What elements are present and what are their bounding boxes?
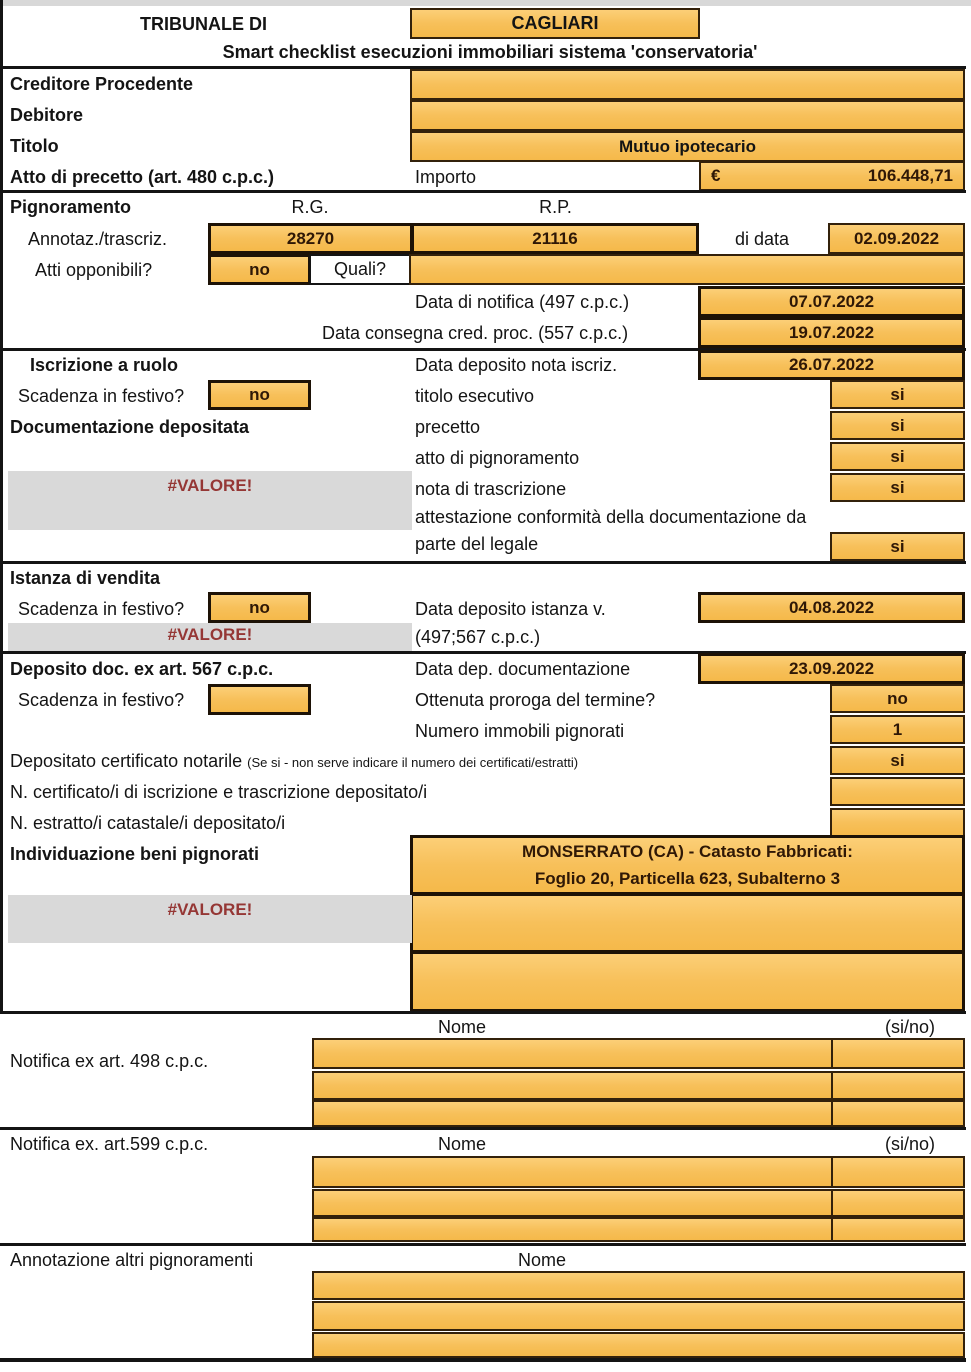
deposito567-label: Deposito doc. ex art. 567 c.p.c.	[10, 659, 274, 679]
quali-input-cell[interactable]	[409, 254, 965, 285]
doc-item-value-3[interactable]: si	[830, 473, 965, 502]
data-consegna-label: Data consegna cred. proc. (557 c.p.c.)	[322, 323, 629, 343]
doc-item-label-1: precetto	[415, 417, 481, 437]
proroga-value-cell[interactable]: no	[830, 684, 965, 713]
certificato-notarile-text: Depositato certificato notarile	[10, 751, 243, 771]
error-cell-documentazione	[8, 471, 412, 530]
dep-doc-data-label: Data dep. documentazione	[415, 659, 631, 679]
scadenza-festivo-label-2: Scadenza in festivo?	[18, 599, 185, 619]
certificato-notarile-value-cell[interactable]: si	[830, 746, 965, 775]
doc-item-value-1[interactable]: si	[830, 411, 965, 440]
certificato-notarile-note: (Se si - non serve indicare il numero dei certificati/estratti)	[247, 755, 579, 770]
notifica498-sino-cell-2[interactable]	[831, 1071, 965, 1100]
annotazione-cell-3[interactable]	[312, 1332, 965, 1358]
data-notifica-value-cell[interactable]: 07.07.2022	[698, 286, 965, 317]
atti-opponibili-value-cell[interactable]: no	[208, 254, 311, 285]
rg-header: R.G.	[291, 197, 329, 217]
annotazione-label: Annotazione altri pignoramenti	[10, 1250, 254, 1270]
section-divider	[0, 1243, 966, 1246]
error-text: #VALORE!	[167, 900, 253, 919]
doc-item-label-0: titolo esecutivo	[415, 386, 535, 406]
notifica498-sino-header: (si/no)	[884, 1017, 935, 1037]
beni-value-cell[interactable]	[410, 835, 965, 895]
notifica599-nome-cell-2[interactable]	[312, 1189, 833, 1217]
page-title: Smart checklist esecuzioni immobiliari sistema 'conservatoria'	[222, 42, 758, 62]
documentazione-label: Documentazione depositata	[10, 417, 250, 437]
notifica498-nome-cell-1[interactable]	[312, 1038, 833, 1069]
annotaz-label: Annotaz./trascriz.	[28, 229, 168, 249]
notifica498-sino-cell-1[interactable]	[831, 1038, 965, 1069]
left-border-line	[0, 0, 3, 1012]
creditore-label: Creditore Procedente	[10, 74, 194, 94]
notifica599-sino-cell-3[interactable]	[831, 1217, 965, 1242]
n-estratto-value-cell[interactable]	[830, 808, 965, 837]
doc-item-label-3: nota di trascrizione	[415, 479, 567, 499]
error-text: #VALORE!	[167, 476, 253, 495]
beni-input-cell-3[interactable]	[410, 951, 965, 1012]
deposito-nota-value-cell[interactable]: 26.07.2022	[698, 350, 965, 380]
notifica498-nome-cell-3[interactable]	[312, 1100, 833, 1127]
doc-item-label-2: atto di pignoramento	[415, 448, 580, 468]
rp-header: R.P.	[539, 197, 572, 217]
precetto-label: Atto di precetto (art. 480 c.p.c.)	[10, 167, 275, 187]
annotazione-nome-header: Nome	[517, 1250, 566, 1270]
di-data-value-cell[interactable]: 02.09.2022	[828, 223, 965, 254]
doc-item-value-4[interactable]: si	[830, 532, 965, 561]
doc-item-label-4b: parte del legale	[415, 534, 539, 554]
numero-immobili-label: Numero immobili pignorati	[415, 721, 625, 741]
scan-top-edge	[0, 0, 971, 6]
di-data-label: di data	[735, 229, 790, 249]
istanza-data-label-2: (497;567 c.p.c.)	[415, 627, 541, 647]
annotazione-cell-2[interactable]	[312, 1301, 965, 1331]
n-certificato-label: N. certificato/i di iscrizione e trascrizione depositato/i	[10, 782, 428, 802]
istanza-label: Istanza di vendita	[10, 568, 161, 588]
error-cell-istanza	[8, 623, 412, 651]
notifica498-nome-header: Nome	[437, 1017, 486, 1037]
n-estratto-label: N. estratto/i catastale/i depositato/i	[10, 813, 286, 833]
iscrizione-label: Iscrizione a ruolo	[30, 355, 179, 375]
court-cell[interactable]: CAGLIARI	[410, 8, 700, 39]
error-cell-beni	[8, 895, 412, 943]
notifica498-nome-cell-2[interactable]	[312, 1071, 833, 1100]
scadenza-festivo-value-3[interactable]	[208, 684, 311, 715]
data-notifica-label: Data di notifica (497 c.p.c.)	[415, 292, 630, 312]
tribunale-label: TRIBUNALE DI	[140, 14, 267, 34]
atti-opponibili-label: Atti opponibili?	[35, 260, 153, 280]
beni-value-line1: MONSERRATO (CA) - Catasto Fabbricati:	[522, 841, 853, 861]
rp-value-cell[interactable]: 21116	[411, 223, 699, 254]
notifica498-sino-cell-3[interactable]	[831, 1100, 965, 1127]
importo-label: Importo	[415, 167, 477, 187]
notifica599-nome-header: Nome	[437, 1134, 486, 1154]
doc-item-label-4: attestazione conformità della documentazione da	[415, 507, 807, 527]
quali-label-cell: Quali?	[309, 254, 411, 285]
notifica599-sino-header: (si/no)	[884, 1134, 935, 1154]
notifica498-label: Notifica ex art. 498 c.p.c.	[10, 1051, 209, 1071]
currency-symbol: €	[711, 166, 721, 185]
beni-input-cell-2[interactable]	[410, 893, 965, 953]
notifica599-nome-cell-1[interactable]	[312, 1156, 833, 1188]
data-consegna-value-cell[interactable]: 19.07.2022	[698, 317, 965, 348]
istanza-data-value-cell[interactable]: 04.08.2022	[698, 592, 965, 623]
beni-label: Individuazione beni pignorati	[10, 844, 260, 864]
section-divider	[0, 561, 966, 564]
importo-value-cell[interactable]	[699, 161, 965, 191]
dep-doc-data-value-cell[interactable]: 23.09.2022	[698, 653, 965, 684]
rg-value-cell[interactable]: 28270	[208, 223, 413, 254]
debitore-input-cell[interactable]	[410, 100, 965, 131]
notifica599-label: Notifica ex. art.599 c.p.c.	[10, 1134, 209, 1154]
deposito-nota-label: Data deposito nota iscriz.	[415, 355, 618, 375]
proroga-label: Ottenuta proroga del termine?	[415, 690, 656, 710]
notifica599-sino-cell-1[interactable]	[831, 1156, 965, 1188]
section-divider	[0, 1127, 966, 1130]
debitore-label: Debitore	[10, 105, 84, 125]
importo-amount: 106.448,71	[867, 166, 953, 185]
doc-item-value-2[interactable]: si	[830, 442, 965, 471]
n-certificato-value-cell[interactable]	[830, 777, 965, 806]
istanza-data-label: Data deposito istanza v.	[415, 599, 606, 619]
section-divider	[0, 190, 966, 193]
notifica599-sino-cell-2[interactable]	[831, 1189, 965, 1217]
beni-value-line2: Foglio 20, Particella 623, Subalterno 3	[534, 869, 841, 888]
certificato-notarile-label	[10, 751, 578, 772]
titolo-label: Titolo	[10, 136, 59, 156]
bottom-border	[0, 1358, 966, 1362]
scadenza-festivo-value-1[interactable]: no	[208, 380, 311, 410]
scadenza-festivo-label-3: Scadenza in festivo?	[18, 690, 185, 710]
pignoramento-label: Pignoramento	[10, 197, 132, 217]
annotazione-cell-1[interactable]	[312, 1271, 965, 1300]
scadenza-festivo-value-2[interactable]: no	[208, 592, 311, 623]
section-divider	[0, 1011, 966, 1014]
error-text: #VALORE!	[167, 625, 253, 644]
numero-immobili-value-cell[interactable]: 1	[830, 715, 965, 744]
doc-item-value-0[interactable]: si	[830, 380, 965, 409]
scadenza-festivo-label-1: Scadenza in festivo?	[18, 386, 185, 406]
notifica599-nome-cell-3[interactable]	[312, 1217, 833, 1242]
titolo-value-cell[interactable]: Mutuo ipotecario	[410, 131, 965, 162]
creditore-input-cell[interactable]	[410, 69, 965, 100]
